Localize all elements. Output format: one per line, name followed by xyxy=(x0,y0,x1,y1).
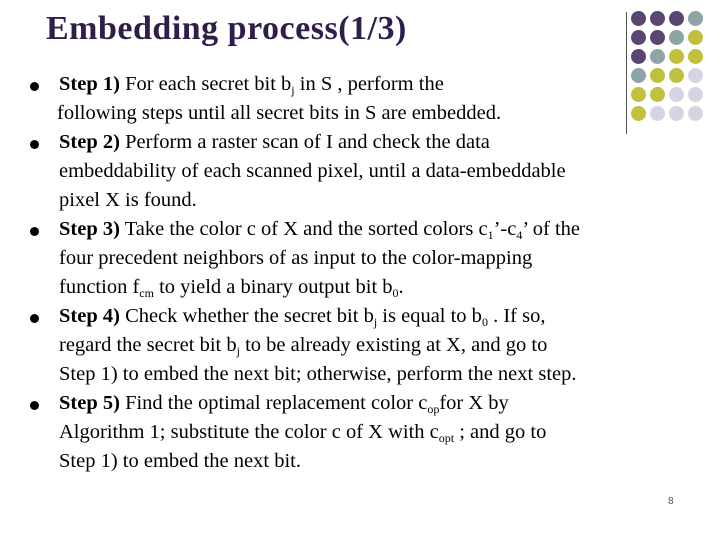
step-text: to be already existing at X, and go to xyxy=(239,334,548,356)
decor-dot xyxy=(688,30,703,45)
step-text: ’-c xyxy=(493,218,517,240)
subscript: j xyxy=(236,344,240,358)
bullet-icon xyxy=(30,140,39,149)
step-text: function f xyxy=(59,276,140,298)
step-label: Step 1) xyxy=(59,73,120,95)
step-text: to yield a binary output bit b xyxy=(153,276,393,298)
subscript: 4 xyxy=(516,228,523,242)
step-text: . xyxy=(398,276,404,298)
subscript: opt xyxy=(438,431,455,445)
step-text: in S , perform the xyxy=(294,73,444,95)
step-item-1 xyxy=(30,70,685,128)
decor-dot xyxy=(631,49,646,64)
step-line: pixel X is found. xyxy=(59,189,197,211)
decor-dot xyxy=(650,30,665,45)
slide-title: Embedding process(1/3) xyxy=(46,10,407,47)
subscript: j xyxy=(291,83,295,97)
step-line xyxy=(59,302,685,331)
step-line xyxy=(59,331,685,360)
step-item-5 xyxy=(30,389,685,476)
step-text: Check whether the secret bit b xyxy=(119,305,374,327)
step-line: four precedent neighbors of as input to the color-mapping xyxy=(59,247,533,269)
step-line xyxy=(59,128,685,157)
step-line: embeddability of each scanned pixel, until a data-embeddable xyxy=(59,160,566,182)
decor-dot xyxy=(631,11,646,26)
bullet-icon xyxy=(30,314,39,323)
decor-dot xyxy=(631,30,646,45)
step-item-4 xyxy=(30,302,685,389)
step-label: Step 5) xyxy=(59,392,120,414)
bullet-icon xyxy=(30,82,39,91)
page-number: 8 xyxy=(668,496,674,507)
decor-dot xyxy=(669,49,684,64)
step-text: ; and go to xyxy=(454,421,547,443)
step-label: Step 2) xyxy=(59,131,120,153)
step-line: Step 1) to embed the next bit; otherwise, perform the next step. xyxy=(59,363,577,385)
subscript: op xyxy=(427,402,440,416)
step-line xyxy=(59,215,685,244)
step-list xyxy=(30,70,685,476)
bullet-icon xyxy=(30,401,39,410)
step-line: following steps until all secret bits in S are embedded. xyxy=(57,102,502,124)
step-line xyxy=(59,418,685,447)
step-text: Algorithm 1; substitute the color c of X with c xyxy=(59,421,439,443)
step-text: For each secret bit b xyxy=(119,73,292,95)
decor-dot xyxy=(688,106,703,121)
step-line xyxy=(59,389,685,418)
step-item-3 xyxy=(30,215,685,302)
step-line xyxy=(59,70,685,99)
subscript: 0 xyxy=(392,286,399,300)
step-line: Step 1) to embed the next bit. xyxy=(59,450,301,472)
decor-dot xyxy=(688,68,703,83)
step-text: for X by xyxy=(439,392,509,414)
subscript: 1 xyxy=(487,228,494,242)
decor-dot xyxy=(650,11,665,26)
step-text: . If so, xyxy=(487,305,546,327)
decor-dot xyxy=(669,11,684,26)
decor-dot xyxy=(650,49,665,64)
subscript: 0 xyxy=(481,315,488,329)
decor-dot xyxy=(688,49,703,64)
decor-dot xyxy=(688,11,703,26)
step-label: Step 4) xyxy=(59,305,120,327)
step-line xyxy=(59,273,685,302)
step-text: Find the optimal replacement color c xyxy=(119,392,428,414)
decor-dot xyxy=(688,87,703,102)
subscript: j xyxy=(373,315,378,329)
step-label: Step 3) xyxy=(59,218,120,240)
step-text: Perform a raster scan of I and check the data xyxy=(119,131,490,153)
step-text: is equal to b xyxy=(377,305,482,327)
step-text: Take the color c of X and the sorted colors c xyxy=(119,218,488,240)
step-text: regard the secret bit b xyxy=(59,334,237,356)
decor-dot xyxy=(669,30,684,45)
bullet-icon xyxy=(30,227,39,236)
step-item-2 xyxy=(30,128,685,215)
step-text: ’ of the xyxy=(522,218,581,240)
subscript: cm xyxy=(139,286,154,300)
